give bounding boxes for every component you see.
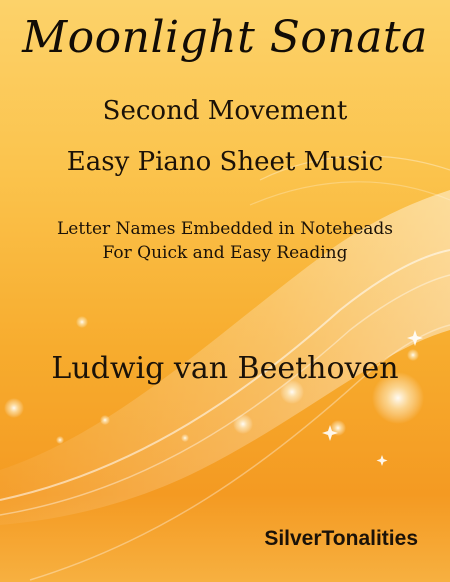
description-line-1: Letter Names Embedded in Noteheads <box>56 219 394 239</box>
publisher-name: SilverTonalities <box>264 527 418 550</box>
description-line-2: For Quick and Easy Reading <box>102 243 348 263</box>
composer-name: Ludwig van Beethoven <box>51 351 399 386</box>
movement-subtitle: Second Movement <box>102 96 348 126</box>
piece-title: Moonlight Sonata <box>22 12 428 63</box>
edition-subtitle: Easy Piano Sheet Music <box>66 147 384 177</box>
